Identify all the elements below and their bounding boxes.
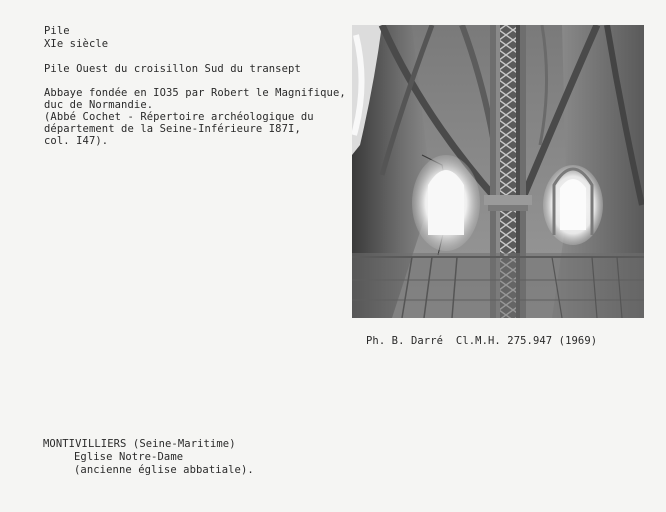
description-line-1: Abbaye fondée en IO35 par Robert le Magnifique, <box>44 87 346 99</box>
description-line-4: département de la Seine-Inférieure I87I, <box>44 123 301 135</box>
description-line-3: (Abbé Cochet - Répertoire archéologique du <box>44 111 314 123</box>
header-century: XIe siècle <box>44 38 109 50</box>
location-church: Eglise Notre-Dame <box>74 451 184 463</box>
document-title: Pile Ouest du croisillon Sud du transept <box>44 63 301 75</box>
description-line-2: duc de Normandie. <box>44 99 154 111</box>
church-interior-photo <box>352 25 644 318</box>
photo-credit: Ph. B. Darré Cl.M.H. 275.947 (1969) <box>366 335 598 347</box>
location-town: MONTIVILLIERS (Seine-Maritime) <box>43 438 236 450</box>
description-line-5: col. I47). <box>44 135 109 147</box>
header-type: Pile <box>44 25 70 37</box>
location-note: (ancienne église abbatiale). <box>74 464 254 476</box>
